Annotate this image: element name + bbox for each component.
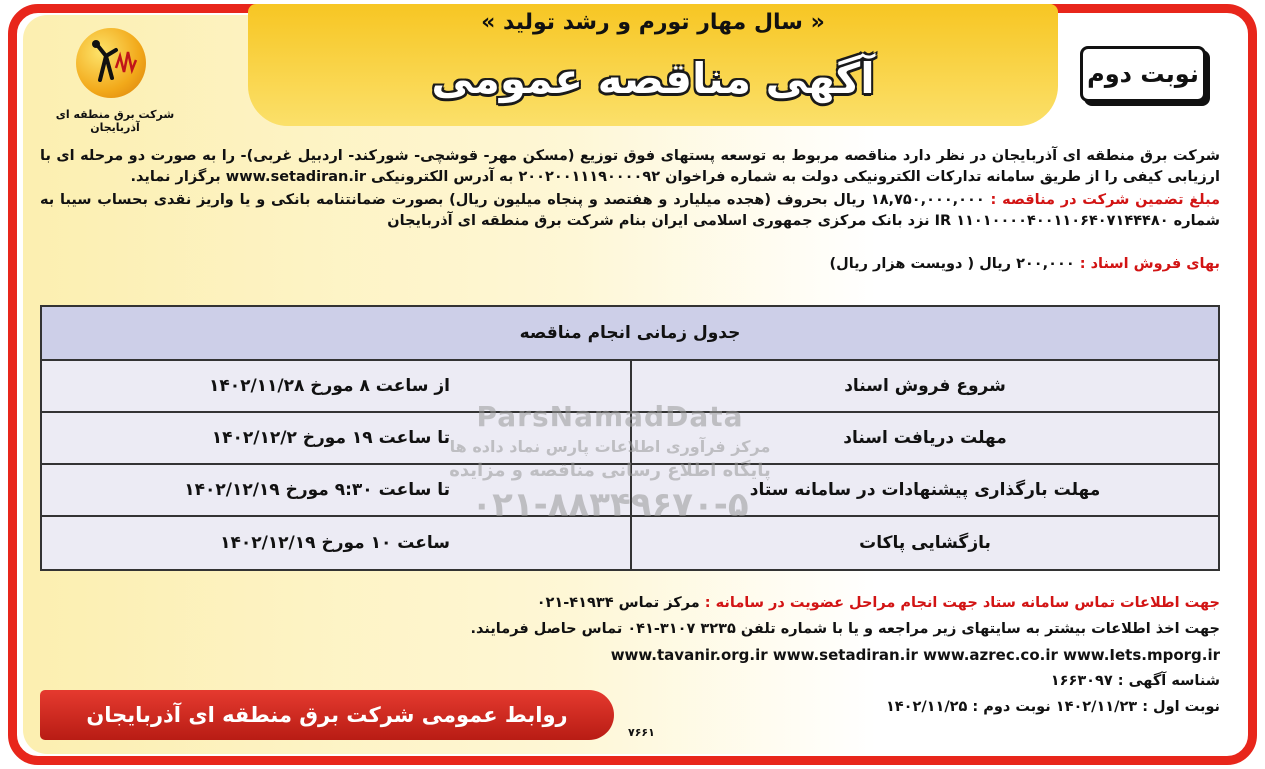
contact-label: جهت اطلاعات تماس سامانه ستاد جهت انجام مراحل عضویت در سامانه : [704,595,1220,611]
pr-banner: روابط عمومی شرکت برق منطقه ای آذربایجان [40,690,614,740]
schedule-item: شروع فروش اسناد [630,361,1218,411]
logo-company-name: شرکت برق منطقه ای آذربایجان [55,108,175,134]
schedule-time: تا ساعت ۱۹ مورخ ۱۴۰۲/۱۲/۲ [211,428,450,448]
schedule-item: مهلت بارگذاری پیشنهادات در سامانه ستاد [630,465,1218,515]
slogan: « سال مهار تورم و رشد تولید » [481,10,825,35]
intro-paragraph: شرکت برق منطقه ای آذربایجان در نظر دارد مناقصه مربوط به توسعه پستهای فوق توزیع (مسکن مهر- قوشچی- شورکند- اردبیل غربی)- را به صورت دو مرحله ای با ارزیابی کیفی را از طریق سامانه تدارکات الکترونیکی دولت به شماره فراخوان ۲۰۰۲۰۰۱۱۱۹۰۰۰۰۹۲ به آدرس الکترونیکی www.setadiran.ir برگزار نماید. [40,148,1220,185]
schedule-time: تا ساعت ۹:۳۰ مورخ ۱۴۰۲/۱۲/۱۹ [184,480,450,500]
schedule-time: ساعت ۱۰ مورخ ۱۴۰۲/۱۲/۱۹ [220,533,450,553]
schedule-time: از ساعت ۸ مورخ ۱۴۰۲/۱۱/۲۸ [208,376,450,396]
watermark-brand: ParsNamadData [476,400,744,433]
price-text: ۲۰۰,۰۰۰ ریال ( دویست هزار ریال) [829,256,1075,272]
contact-text: مرکز تماس ۴۱۹۳۴-۰۲۱ [536,595,700,611]
round-badge: نوبت دوم [1080,46,1206,102]
info-line: جهت اخذ اطلاعات بیشتر به سایتهای زیر مراجعه و یا با شماره تلفن ۳۲۳۵ ۳۱۰۷-۰۴۱ تماس حاصل فرمایند. [470,621,1220,637]
ad-id-line: شناسه آگهی : ۱۶۶۳۰۹۷ [1050,673,1220,689]
schedule-item: مهلت دریافت اسناد [630,413,1218,463]
watermark-phone: ۰۲۱-۸۸۳۴۹۶۷۰-۵ [471,485,749,525]
watermark [430,400,790,525]
page-title: آگهی مناقصه عمومی [431,54,875,103]
company-logo [40,28,190,138]
websites-line: www.tavanir.org.ir www.setadiran.ir www.azrec.co.ir www.Iets.mporg.ir [610,646,1220,664]
guarantee-text: ۱۸,۷۵۰,۰۰۰,۰۰۰ ریال بحروف (هجده میلیارد و هفتصد و پنجاه میلیون ریال) بصورت ضمانتنامه بانکی و یا واریز نقدی بحساب سیبا به شماره IR ۱۱۰۱۰۰۰۰۴۰۰۱۱۰۶۴۰۷۱۴۴۴۸۰ نزد بانک مرکزی جمهوری اسلامی ایران بنام شرکت برق منطقه ای آذربایجان [40,192,1220,229]
schedule-title: جدول زمانی انجام مناقصه [42,307,1218,361]
contact-line [40,592,1220,614]
schedule-item: بازگشایی پاکات [630,517,1218,569]
logo-emblem-icon [76,28,146,98]
watermark-line2: پایگاه اطلاع رسانی مناقصه و مزایده [449,460,771,481]
dates-line: نوبت اول : ۱۴۰۲/۱۱/۲۳ نوبت دوم : ۱۴۰۲/۱۱/۲۵ [885,699,1220,715]
guarantee-paragraph [40,190,1220,232]
price-label: بهای فروش اسناد : [1079,256,1220,272]
ad-code: ۷۶۶۱ [628,726,655,739]
watermark-line1: مرکز فرآوری اطلاعات پارس نماد داده ها [449,437,771,456]
guarantee-label: مبلغ تضمین شرکت در مناقصه : [990,192,1221,208]
price-paragraph [40,254,1220,275]
